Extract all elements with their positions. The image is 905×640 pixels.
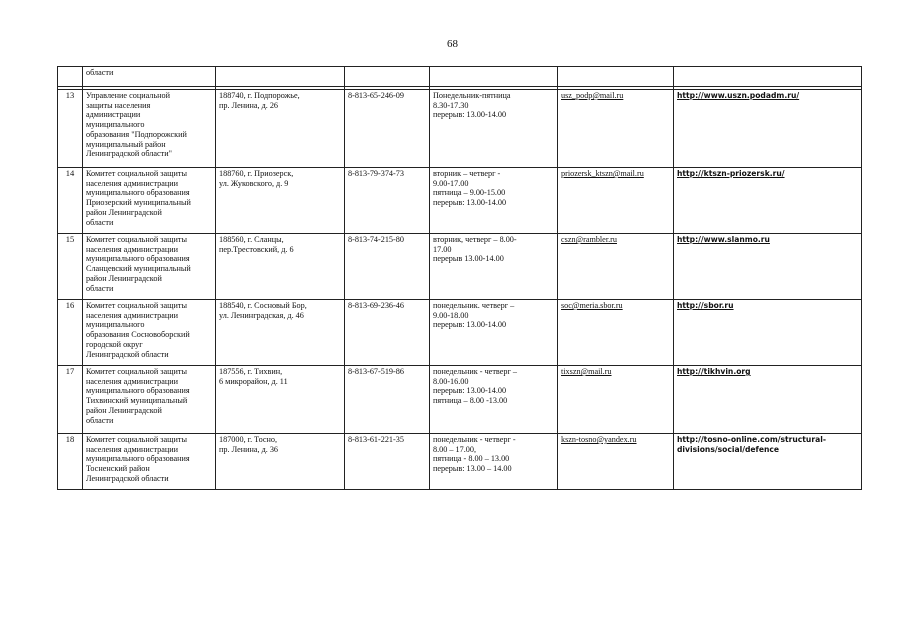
hours-line: перерыв: 13.00 – 14.00: [433, 464, 512, 474]
hours-line: 8.00 – 17.00,: [433, 444, 476, 454]
hours-line: Понедельник-пятница: [433, 91, 511, 100]
phone-cell: [345, 90, 430, 168]
row-number-cell: [58, 67, 83, 87]
address-cell: [216, 67, 345, 87]
organization-name-line: Комитет социальной защиты: [86, 235, 187, 244]
email-cell: [558, 90, 674, 168]
phone-cell: [345, 300, 430, 366]
table-row: [58, 234, 862, 300]
organization-name-line: Тосненский район: [86, 464, 150, 474]
organization-name-line: муниципального: [86, 120, 145, 130]
organization-name-line: области: [86, 217, 114, 227]
email-cell: [558, 300, 674, 366]
email-cell: [558, 168, 674, 234]
phone-cell: [345, 366, 430, 434]
email-link[interactable]: kszn-tosno@yandex.ru: [561, 435, 637, 444]
organization-name-line: район Ленинградской: [86, 405, 162, 415]
organization-name-line: Ленинградской области: [86, 349, 169, 359]
row-number-cell: [58, 90, 83, 168]
organization-name-line: Ленинградской области": [86, 149, 172, 159]
phone-number: 8-813-79-374-73: [348, 169, 404, 178]
organization-name-line: населения администрации: [86, 310, 178, 320]
table-row: [58, 90, 862, 168]
website-link[interactable]: http://www.slanmo.ru: [677, 235, 770, 244]
address-line: 6 микрорайон, д. 11: [219, 376, 288, 386]
row-number-cell: [58, 234, 83, 300]
row-number: 17: [65, 366, 75, 376]
organization-name-cell: [83, 67, 216, 87]
hours-line: перерыв: 13.00-14.00: [433, 110, 507, 120]
organization-name-cell: [83, 300, 216, 366]
email-cell: [558, 234, 674, 300]
organization-name-line: муниципальный район: [86, 139, 166, 149]
organization-name-line: образования "Подпорожский: [86, 129, 187, 139]
organization-name-line: Комитет социальной защиты: [86, 367, 187, 376]
organization-name-line: Приозерский муниципальный: [86, 198, 191, 208]
organization-name-cell: [83, 168, 216, 234]
phone-number: 8-813-65-246-09: [348, 91, 404, 100]
table-row: [58, 300, 862, 366]
hours-line: 8.30-17.30: [433, 100, 469, 110]
website-link[interactable]: http://tosno-online.com/structural-divisions/social/defence: [677, 435, 826, 454]
organization-name-line: район Ленинградской: [86, 207, 162, 217]
organization-name-line: области: [86, 283, 114, 293]
organization-name-line: области: [86, 415, 114, 425]
phone-cell: [345, 434, 430, 490]
organization-name-line: Ленинградской области: [86, 473, 169, 483]
phone-cell: [345, 234, 430, 300]
email-cell: [558, 366, 674, 434]
organization-name-line: Комитет социальной защиты: [86, 169, 187, 178]
address-cell: [216, 434, 345, 490]
hours-cell: [430, 434, 558, 490]
organization-name-line: Комитет социальной защиты: [86, 435, 187, 444]
hours-line: перерыв: 13.00-14.00: [433, 320, 507, 330]
organization-name-line: Управление социальной: [86, 91, 170, 100]
hours-line: перерыв 13.00-14.00: [433, 254, 504, 264]
hours-cell: [430, 366, 558, 434]
organization-name-line: населения администрации: [86, 178, 178, 188]
hours-line: вторник – четверг -: [433, 169, 501, 178]
row-number-cell: [58, 434, 83, 490]
hours-line: перерыв: 13.00-14.00: [433, 198, 507, 208]
organization-name-cell: [83, 234, 216, 300]
address-line: ул. Ленинградская, д. 46: [219, 310, 304, 320]
address-line: пр. Ленина, д. 36: [219, 444, 279, 454]
organization-name-line: администрации: [86, 110, 141, 120]
row-number: 16: [65, 300, 75, 310]
website-cell: [674, 234, 862, 300]
hours-cell: [430, 67, 558, 87]
address-line: 188560, г. Сланцы,: [219, 235, 284, 244]
organization-name-line: муниципального образования: [86, 254, 190, 264]
website-link[interactable]: http://tikhvin.org: [677, 367, 751, 376]
address-line: 188740, г. Подпорожье,: [219, 91, 300, 100]
phone-cell: [345, 67, 430, 87]
organization-name-line: защиты населения: [86, 100, 151, 110]
hours-line: 17.00: [433, 244, 452, 254]
organization-name-cell: [83, 366, 216, 434]
website-cell: [674, 434, 862, 490]
hours-line: понедельник - четверг -: [433, 435, 516, 444]
email-link[interactable]: soc@meria.sbor.ru: [561, 301, 623, 310]
address-line: 188540, г. Сосновый Бор,: [219, 301, 307, 310]
website-link[interactable]: http://sbor.ru: [677, 301, 734, 310]
organization-name-line: образования Сосновоборский: [86, 330, 190, 340]
website-link[interactable]: http://ktszn-priozersk.ru/: [677, 169, 785, 178]
table-row-continuation: [58, 67, 862, 87]
address-line: 187000, г. Тосно,: [219, 435, 278, 444]
hours-cell: [430, 168, 558, 234]
organization-name-line: муниципального: [86, 320, 145, 330]
row-number: 13: [65, 90, 75, 100]
email-link[interactable]: cszn@rambler.ru: [561, 235, 617, 244]
website-cell: [674, 366, 862, 434]
phone-number: 8-813-74-215-80: [348, 235, 404, 244]
organization-name-line: Комитет социальной защиты: [86, 301, 187, 310]
website-cell: [674, 67, 862, 87]
address-cell: [216, 168, 345, 234]
phone-number: 8-813-67-519-86: [348, 367, 404, 376]
organization-name-line: населения администрации: [86, 244, 178, 254]
row-number-cell: [58, 168, 83, 234]
row-number: 14: [65, 168, 75, 178]
hours-line: вторник, четверг – 8.00-: [433, 235, 517, 244]
email-link[interactable]: priozersk_ktszn@mail.ru: [561, 169, 644, 178]
address-cell: [216, 234, 345, 300]
organization-name-text: области: [86, 68, 114, 77]
hours-line: пятница – 9.00-15.00: [433, 188, 506, 198]
hours-line: пятница – 8.00 -13.00: [433, 396, 508, 406]
organization-name-line: муниципального образования: [86, 386, 190, 396]
address-line: пр. Ленина, д. 26: [219, 100, 279, 110]
website-cell: [674, 300, 862, 366]
row-number: 15: [65, 234, 75, 244]
page-number: 68: [447, 38, 458, 50]
organization-name-line: муниципального образования: [86, 188, 190, 198]
hours-line: пятница - 8.00 – 13.00: [433, 454, 510, 464]
hours-line: 9.00-17.00: [433, 178, 469, 188]
address-line: пер.Трестовский, д. 6: [219, 244, 294, 254]
address-line: ул. Жуковского, д. 9: [219, 178, 289, 188]
email-link[interactable]: usz_podp@mail.ru: [561, 91, 624, 100]
email-cell: [558, 434, 674, 490]
hours-cell: [430, 234, 558, 300]
hours-cell: [430, 90, 558, 168]
phone-number: 8-813-61-221-35: [348, 435, 404, 444]
table-row: [58, 168, 862, 234]
organization-name-cell: [83, 90, 216, 168]
table-row: [58, 366, 862, 434]
phone-cell: [345, 168, 430, 234]
organization-name-line: городской округ: [86, 339, 143, 349]
hours-line: понедельник - четверг –: [433, 367, 517, 376]
website-link[interactable]: http://www.uszn.podadm.ru/: [677, 91, 800, 100]
row-number-cell: [58, 300, 83, 366]
hours-line: 8.00-16.00: [433, 376, 469, 386]
row-number-cell: [58, 366, 83, 434]
organization-name-line: Сланцевский муниципальный: [86, 264, 191, 274]
address-cell: [216, 366, 345, 434]
organization-name-line: Тихвинский муниципальный: [86, 396, 188, 406]
table-row: [58, 434, 862, 490]
address-cell: [216, 300, 345, 366]
hours-line: 9.00-18.00: [433, 310, 469, 320]
address-cell: [216, 90, 345, 168]
organization-name-line: муниципального образования: [86, 454, 190, 464]
organization-name-cell: [83, 434, 216, 490]
social-protection-table: [57, 66, 862, 490]
hours-cell: [430, 300, 558, 366]
address-line: 188760, г. Приозерск,: [219, 169, 294, 178]
website-cell: [674, 90, 862, 168]
hours-line: понедельник. четверг –: [433, 301, 515, 310]
row-number: 18: [65, 434, 75, 444]
address-line: 187556, г. Тихвин,: [219, 367, 283, 376]
email-cell: [558, 67, 674, 87]
organization-name-line: населения администрации: [86, 376, 178, 386]
website-cell: [674, 168, 862, 234]
organization-name-line: населения администрации: [86, 444, 178, 454]
email-link[interactable]: tixszn@mail.ru: [561, 367, 612, 376]
phone-number: 8-813-69-236-46: [348, 301, 404, 310]
organization-name-line: район Ленинградской: [86, 273, 162, 283]
hours-line: перерыв: 13.00-14.00: [433, 386, 507, 396]
